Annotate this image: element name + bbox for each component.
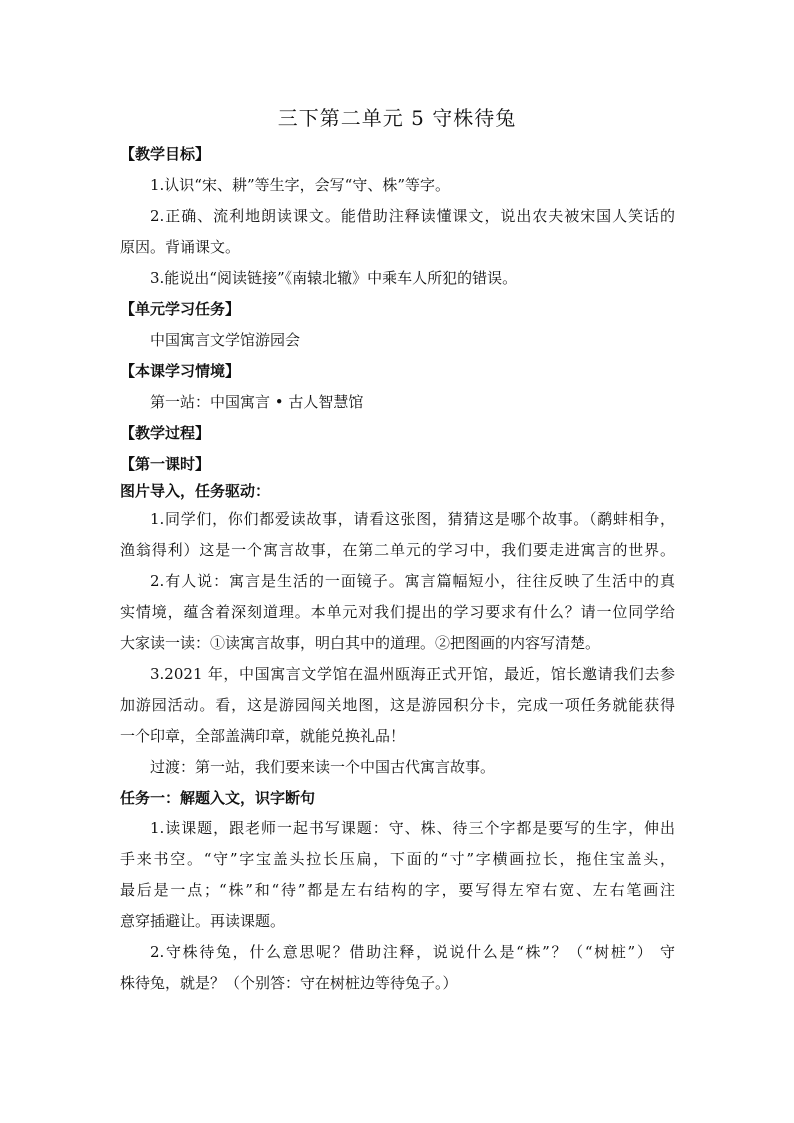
heading-unit-task: 【单元学习任务】: [120, 300, 241, 318]
goal-line: 原因。背诵课文。: [120, 238, 241, 256]
task1-heading: 任务一：解题入文，识字断句: [120, 789, 316, 807]
intro-heading: 图片导入，任务驱动：: [120, 482, 271, 500]
heading-first-lesson: 【第一课时】: [120, 455, 211, 473]
lesson-context-text: 第一站：中国寓言 • 古人智慧馆: [150, 393, 364, 411]
intro-line: 2.有人说：寓言是生活的一面镜子。寓言篇幅短小，往往反映了生活中的真: [150, 572, 675, 590]
task1-line: 株待兔，就是？（个别答：守在树桩边等待兔子。）: [120, 974, 458, 992]
task1-line: 最后是一点；“株”和“待”都是左右结构的字，要写得左窄右宽、左右笔画注: [120, 881, 675, 899]
intro-line: 3.2021 年，中国寓言文学馆在温州瓯海正式开馆，最近，馆长邀请我们去参: [150, 665, 675, 683]
heading-teaching-goals: 【教学目标】: [120, 145, 211, 163]
intro-line: 一个印章，全部盖满印章，就能兑换礼品！: [120, 727, 406, 745]
heading-teaching-process: 【教学过程】: [120, 424, 211, 442]
intro-line: 加游园活动。看，这是游园闯关地图，这是游园积分卡，完成一项任务就能获得: [120, 696, 675, 714]
transition-line: 过渡：第一站，我们要来读一个中国古代寓言故事。: [150, 758, 496, 776]
intro-line: 1.同学们，你们都爱读故事，请看这张图，猜猜这是哪个故事。（鹬蚌相争，: [150, 510, 675, 528]
task1-line: 手来书空。“守”字宝盖头拉长压扁，下面的“寸”字横画拉长，拖住宝盖头，: [120, 850, 675, 868]
heading-lesson-context: 【本课学习情境】: [120, 362, 241, 380]
unit-task-text: 中国寓言文学馆游园会: [150, 331, 301, 349]
task1-line: 2.守株待兔，什么意思呢？借助注释，说说什么是“株”？（“树桩”） 守: [150, 943, 675, 961]
intro-line: 大家读一读：①读寓言故事，明白其中的道理。②把图画的内容写清楚。: [120, 634, 601, 652]
document-title: 三下第二单元 5 守株待兔: [277, 106, 517, 130]
goal-line: 2.正确、流利地朗读课文。能借助注释读懂课文，说出农夫被宋国人笑话的: [150, 207, 675, 225]
goal-line: 3.能说出“阅读链接”《南辕北辙》中乘车人所犯的错误。: [150, 269, 518, 287]
task1-line: 意穿插避让。再读课题。: [120, 912, 286, 930]
goal-line: 1.认识“宋、耕”等生字，会写“守、株”等字。: [150, 176, 450, 194]
intro-line: 实情境，蕴含着深刻道理。本单元对我们提出的学习要求有什么？请一位同学给: [120, 603, 675, 621]
task1-line: 1.读课题，跟老师一起书写课题：守、株、待三个字都是要写的生字，伸出: [150, 819, 675, 837]
intro-line: 渔翁得利）这是一个寓言故事，在第二单元的学习中，我们要走进寓言的世界。: [120, 541, 675, 559]
